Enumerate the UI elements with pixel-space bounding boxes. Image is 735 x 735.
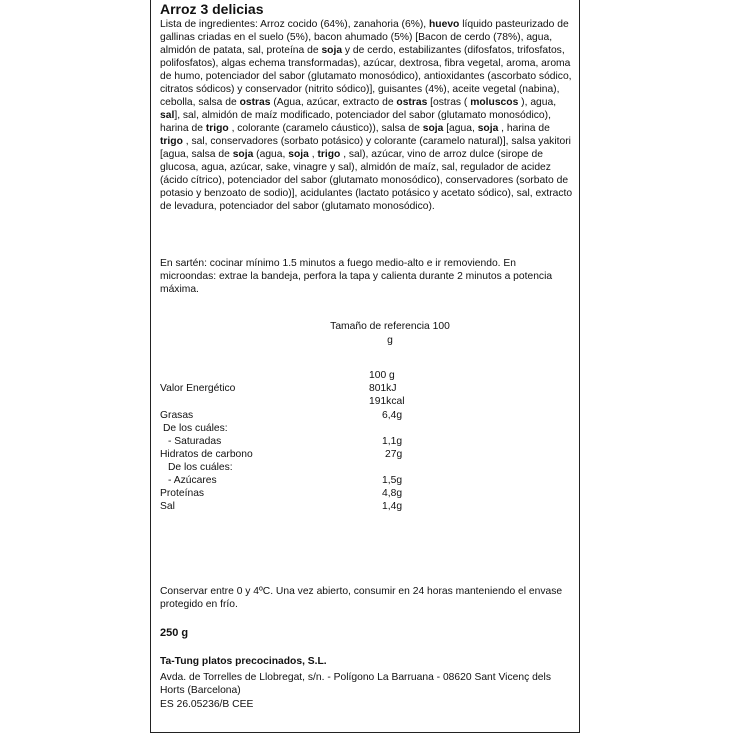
ingredient-text: , sal), azúcar, vino de arroz dulce (sirope de glucosa, agua, azúcar, sake, vinagre y sal), almidón de maíz, sal, regulador de acidez (ácido cítrico), potenciador del sabor (glutamato monosódico), conservadores (sorbato de potasio y benzoato de sodio)], acidulantes (lactato potásico y acetato sódico), sal, extracto de levadura, potenciador del sabor (glutamato monosódico). xyxy=(160,149,573,212)
allergen-text: soja xyxy=(288,149,309,160)
ingredient-text: (agua, xyxy=(253,149,289,160)
salt-value: 1,4g xyxy=(382,501,403,512)
ingredient-text: , sal, conservadores (sorbato potásico) y colorante (caramelo natural)], salsa yakitori [agua, salsa de xyxy=(160,136,571,160)
ingredient-text: y de cerdo, estabilizantes (difosfatos, trifosfatos, polifosfatos), algas echema transformadas), azúcar, dextrosa, fibra vegetal, aroma, aroma de humo, potenciador del sabor (glutamato monosódico), antioxidantes (ascorbato sódico, citratos sódicos) y conservador (nitrito sódico)], guisantes (4%), aceite vegetal (nabina), cebolla, salsa de xyxy=(160,45,572,108)
carbs-value: 27g xyxy=(385,449,403,460)
fat-label: Grasas xyxy=(160,410,194,421)
carbs-label: Hidratos de carbono xyxy=(160,449,253,460)
storage-instructions: Conservar entre 0 y 4ºC. Una vez abierto, consumir en 24 horas manteniendo el envase protegido en frío. xyxy=(160,586,563,610)
ingredient-text: [agua, xyxy=(443,123,478,134)
ingredient-text: , xyxy=(308,149,318,160)
allergen-text: huevo xyxy=(429,19,460,30)
carbs-of-which: De los cuáles: xyxy=(168,462,233,473)
protein-label: Proteínas xyxy=(160,488,205,499)
allergen-text: moluscos xyxy=(470,97,519,108)
salt-label: Sal xyxy=(160,501,175,512)
allergen-text: soja xyxy=(321,45,343,56)
energy-kj: 801kJ xyxy=(369,383,397,394)
allergen-text: soja xyxy=(232,149,254,160)
saturates-label: - Saturadas xyxy=(168,436,222,447)
reference-unit: g xyxy=(387,335,393,346)
preparation-instructions: En sartén: cocinar mínimo 1.5 minutos a fuego medio-alto e ir removiendo. En microondas: extrae la bandeja, perfora la tapa y calienta durante 2 minutos a potencia máxima. xyxy=(160,258,553,295)
company-name: Ta-Tung platos precocinados, S.L. xyxy=(160,656,327,667)
allergen-text: ostras xyxy=(396,97,428,108)
allergen-text: ostras xyxy=(239,97,271,108)
sugars-label: - Azúcares xyxy=(168,475,217,486)
allergen-text: trigo xyxy=(205,123,229,134)
allergen-text: trigo xyxy=(317,149,341,160)
ingredients-list xyxy=(160,18,573,213)
energy-label: Valor Energético xyxy=(160,383,236,394)
ingredient-text: , harina de xyxy=(498,123,550,134)
energy-kcal: 191kcal xyxy=(369,396,405,407)
sugars-value: 1,5g xyxy=(382,475,403,486)
allergen-text: sal xyxy=(160,110,175,121)
allergen-text: soja xyxy=(477,123,499,134)
saturates-value: 1,1g xyxy=(382,436,403,447)
ingredient-text: (Agua, azúcar, extracto de xyxy=(270,97,397,108)
fat-value: 6,4g xyxy=(382,410,403,421)
ingredient-text: líquido pasteurizado de gallinas criadas en el suelo (5%), bacon ahumado (5%) [Bacon de cerdo (78%), agua, almidón de patata, sal, proteína de xyxy=(160,19,569,56)
per-100g: 100 g xyxy=(369,370,395,381)
product-title: Arroz 3 delicias xyxy=(160,1,264,17)
protein-value: 4,8g xyxy=(382,488,403,499)
reference-size: Tamaño de referencia 100 xyxy=(330,321,450,332)
allergen-text: trigo xyxy=(160,136,183,147)
company-address: Avda. de Torrelles de Llobregat, s/n. - Polígono La Barruana - 08620 Sant Vicenç dels Horts (Barcelona) xyxy=(160,672,551,696)
allergen-text: soja xyxy=(422,123,444,134)
fat-of-which: De los cuáles: xyxy=(163,423,228,434)
ingredient-text: ], sal, almidón de maíz modificado, potenciador del sabor (glutamato monosódico), harina de xyxy=(160,110,551,134)
ingredient-text: [ostras ( xyxy=(427,97,471,108)
ingredient-text: , colorante (caramelo cáustico)), salsa de xyxy=(228,123,423,134)
ingredient-text: ), agua, xyxy=(518,97,557,108)
health-registry: ES 26.05236/B CEE xyxy=(160,699,254,710)
net-weight: 250 g xyxy=(160,627,189,639)
ingredient-text: Lista de ingredientes: Arroz cocido (64%), zanahoria (6%), xyxy=(160,19,430,30)
